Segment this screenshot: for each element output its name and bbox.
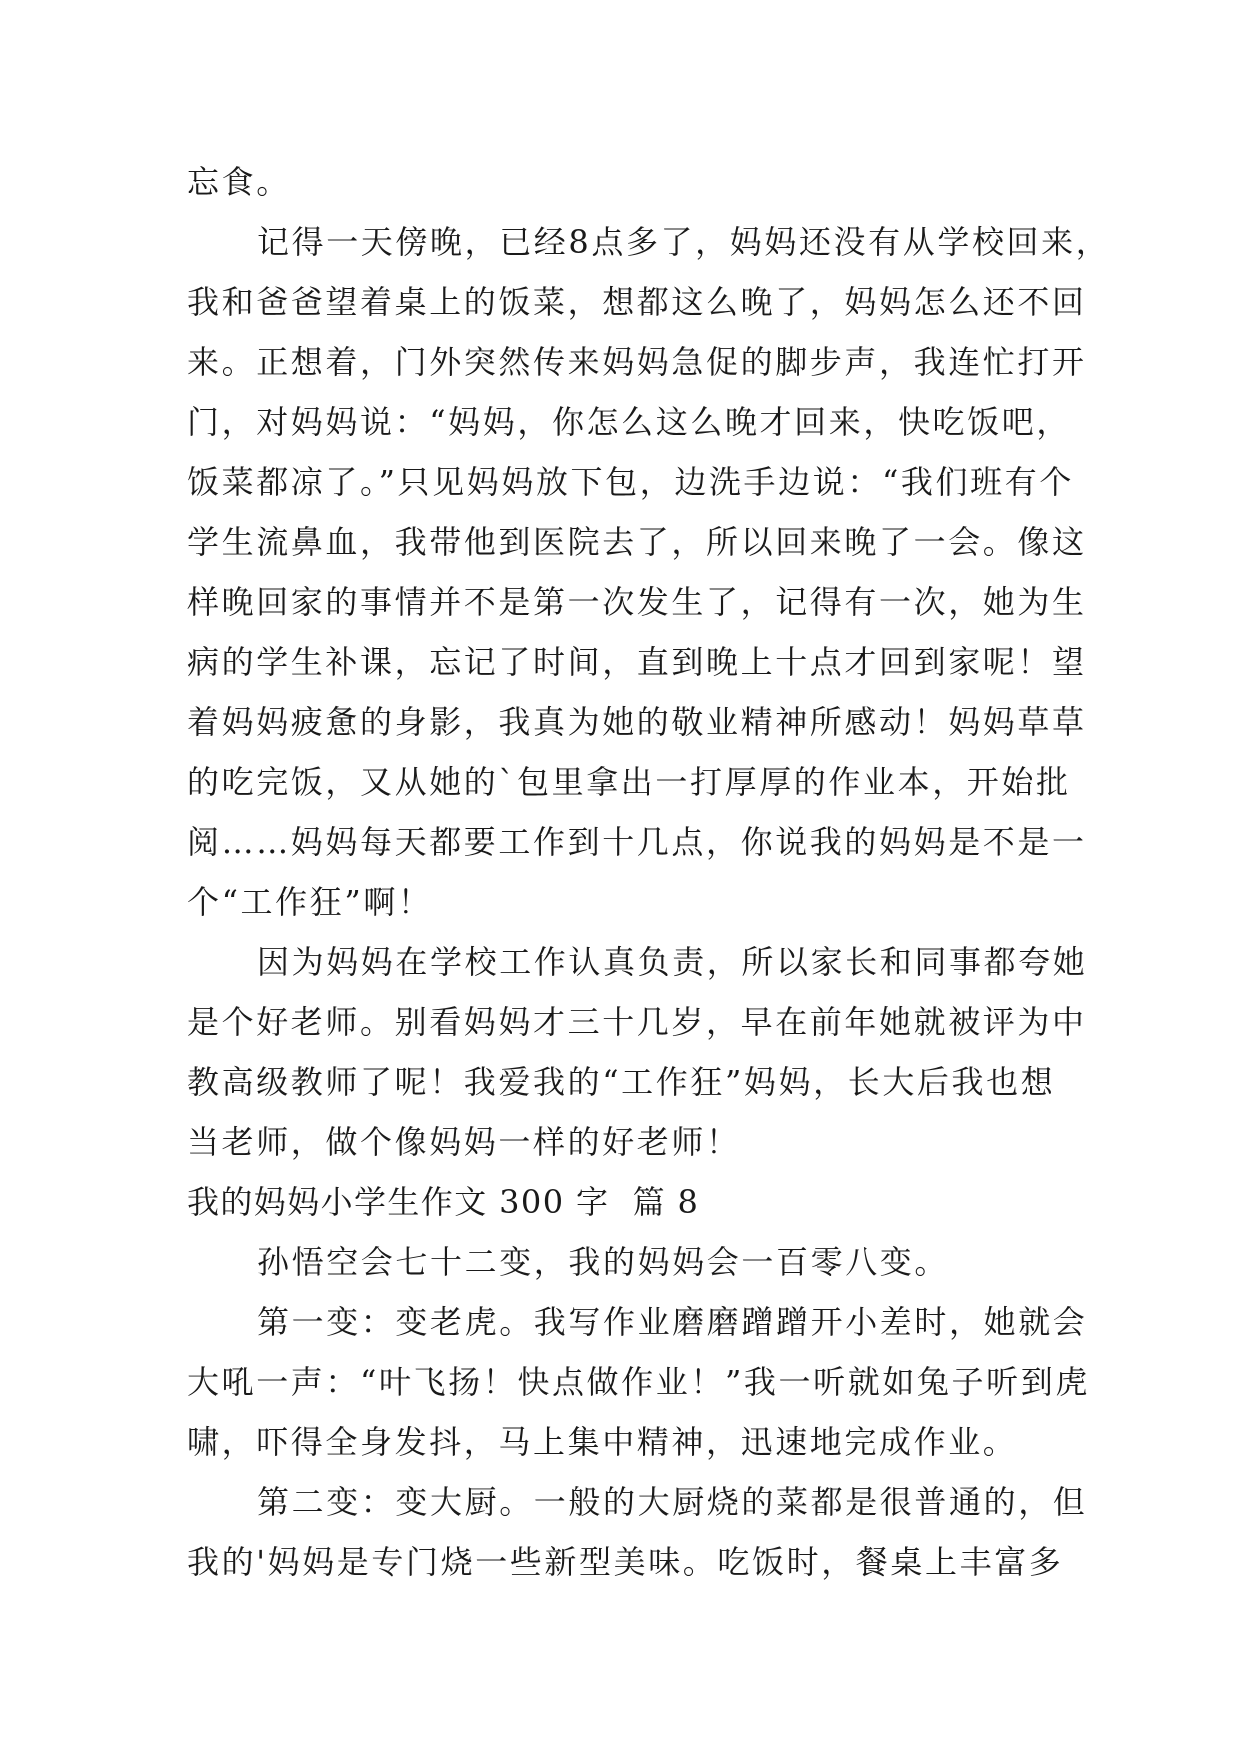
paragraph-line: 孙悟空会七十二变，我的妈妈会一百零八变。 bbox=[257, 1243, 950, 1281]
paragraph-line: 忘食。 bbox=[187, 163, 291, 201]
paragraph-line: 样晚回家的事情并不是第一次发生了，记得有一次，她为生 bbox=[187, 583, 1087, 621]
paragraph-line: 我和爸爸望着桌上的饭菜，想都这么晚了，妈妈怎么还不回 bbox=[187, 283, 1087, 321]
paragraph-line: 教高级教师了呢！我爱我的“工作狂”妈妈，长大后我也想 bbox=[187, 1063, 1056, 1101]
paragraph-line: 啸，吓得全身发抖，马上集中精神，迅速地完成作业。 bbox=[187, 1423, 1018, 1461]
paragraph-line: 饭菜都凉了。”只见妈妈放下包，边洗手边说：“我们班有个 bbox=[187, 463, 1074, 501]
paragraph-line: 阅……妈妈每天都要工作到十几点，你说我的妈妈是不是一 bbox=[187, 823, 1087, 861]
paragraph-line: 记得一天傍晚，已经8点多了，妈妈还没有从学校回来， bbox=[257, 223, 1111, 261]
paragraph-line: 来。正想着，门外突然传来妈妈急促的脚步声，我连忙打开 bbox=[187, 343, 1087, 381]
paragraph-line: 个“工作狂”啊！ bbox=[187, 883, 433, 921]
paragraph-line: 门，对妈妈说：“妈妈，你怎么这么晚才回来，快吃饭吧， bbox=[187, 403, 1071, 441]
paragraph-line: 着妈妈疲惫的身影，我真为她的敬业精神所感动！妈妈草草 bbox=[187, 703, 1087, 741]
paragraph-line: 学生流鼻血，我带他到医院去了，所以回来晚了一会。像这 bbox=[187, 523, 1087, 561]
paragraph-line: 我的'妈妈是专门烧一些新型美味。吃饭时，餐桌上丰富多 bbox=[187, 1543, 1064, 1581]
essay-body bbox=[187, 152, 1111, 1592]
paragraph-line: 第一变：变老虎。我写作业磨磨蹭蹭开小差时，她就会 bbox=[257, 1303, 1088, 1341]
paragraph-line: 的吃完饭，又从她的`包里拿出一打厚厚的作业本，开始批 bbox=[187, 763, 1071, 801]
paragraph-line: 病的学生补课，忘记了时间，直到晚上十点才回到家呢！望 bbox=[187, 643, 1087, 681]
paragraph-line: 因为妈妈在学校工作认真负责，所以家长和同事都夸她 bbox=[257, 943, 1088, 981]
paragraph-line: 是个好老师。别看妈妈才三十几岁，早在前年她就被评为中 bbox=[187, 1003, 1087, 1041]
section-heading: 我的妈妈小学生作文 300 字 篇 8 bbox=[187, 1183, 700, 1221]
paragraph-line: 大吼一声：“叶飞扬！快点做作业！”我一听就如兔子听到虎 bbox=[187, 1363, 1090, 1401]
paragraph-line: 当老师，做个像妈妈一样的好老师！ bbox=[187, 1123, 741, 1161]
paragraph-line: 第二变：变大厨。一般的大厨烧的菜都是很普通的，但 bbox=[257, 1483, 1088, 1521]
